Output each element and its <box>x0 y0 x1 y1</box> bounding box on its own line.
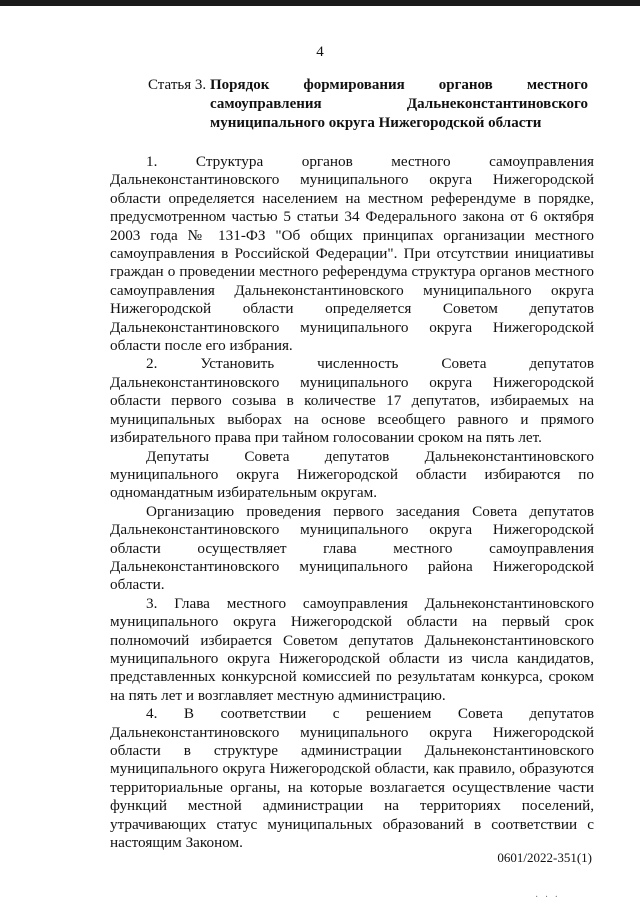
page-number: 4 <box>316 44 324 60</box>
paragraph-4: Организацию проведения первого заседания Совета депутатов Дальнеконстантиновского муниципального округа Нижегородской области осуществляет глава местного самоуправления Дальнеконстантиновского муниципального района Нижегородской области. <box>110 502 594 594</box>
scan-top-border <box>0 0 640 6</box>
article-label: Статья 3. <box>148 77 207 93</box>
document-body <box>110 153 594 852</box>
paragraph-1: 1. Структура органов местного самоуправления Дальнеконстантиновского муниципального округа Нижегородской области определяется населением на местном референдуме в порядке, предусмотренном частью 5 статьи 34 Федерального закона от 6 октября 2003 года № 131-ФЗ "Об общих принципах организации местного самоуправления в Российской Федерации". При отсутствии инициативы граждан о проведении местного референдума структура органов местного самоуправления Дальнеконстантиновского муниципального округа Нижегородской области определяется Советом депутатов Дальнеконстантиновского муниципального округа Нижегородской области после его избрания. <box>110 153 594 355</box>
paragraph-5: 3. Глава местного самоуправления Дальнеконстантиновского муниципального округа Нижегородской области на первый срок полномочий избирается Советом депутатов Дальнеконстантиновского муниципального округа Нижегородской области из числа кандидатов, представленных конкурсной комиссией по результатам конкурса, сроком на пять лет и возглавляет местную администрацию. <box>110 594 594 704</box>
paragraph-2: 2. Установить численность Совета депутатов Дальнеконстантиновского муниципального округа Нижегородской области первого созыва в количестве 17 депутатов, избираемых на муниципальных выборах на основе всеобщего равного и прямого избирательного права при тайном голосовании сроком на пять лет. <box>110 355 594 447</box>
document-code: 0601/2022-351(1) <box>497 850 592 865</box>
article-header <box>148 76 588 133</box>
paragraph-6: 4. В соответствии с решением Совета депутатов Дальнеконстантиновского муниципального округа Нижегородской области в структуре администрации Дальнеконстантиновского муниципального округа Нижегородской области, как правило, образуются территориальные органы, на которые возлагается осуществление части функций местной администрации на территориях поселений, утрачивающих статус муниципальных образований в соответствии с настоящим Законом. <box>110 705 594 852</box>
article-heading: Порядок формирования органов местного самоуправления Дальнеконстантиновского муниципального округа Нижегородской области <box>210 77 588 131</box>
paragraph-3: Депутаты Совета депутатов Дальнеконстантиновского муниципального округа Нижегородской области избираются по одномандатным избирательным округам. <box>110 447 594 502</box>
scan-artifact: · · · <box>535 892 560 903</box>
